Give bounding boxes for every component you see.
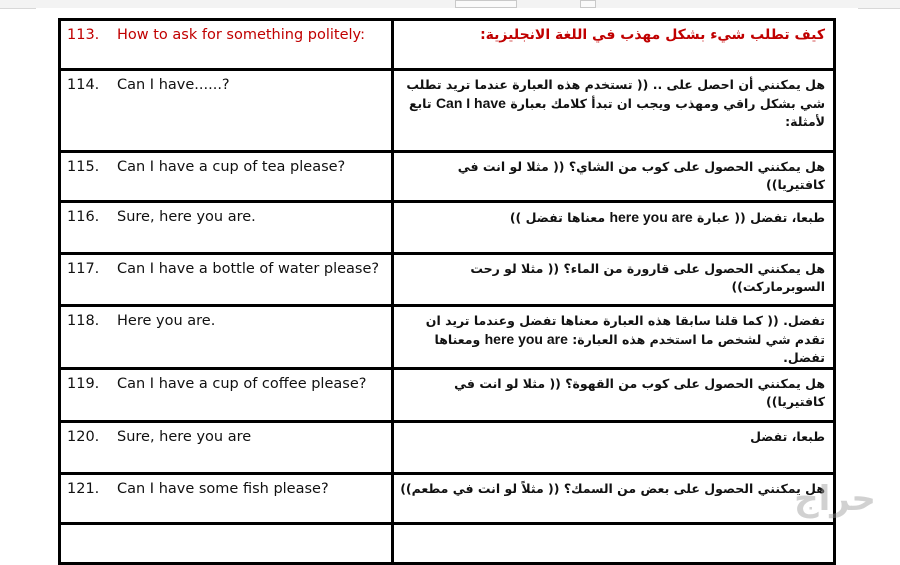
watermark-text: حراج bbox=[794, 479, 876, 519]
arabic-text: تفضل. (( كما قلنا سابقا هذه العبارة معناها تفضل وعندما تريد ان تقدم شي لشخص ما استخدم هذه العبارة: bbox=[425, 313, 825, 347]
english-phrase: Can I have a cup of coffee please? bbox=[117, 376, 367, 392]
english-cell bbox=[60, 474, 393, 524]
arabic-text: تابع لأمثلة: bbox=[408, 96, 825, 129]
arabic-text: هل يمكنني الحصول على كوب من الشاي؟ (( مثلا لو انت في كافتيريا)) bbox=[457, 159, 825, 192]
row-number: 115. bbox=[67, 159, 100, 175]
row-number: 116. bbox=[67, 209, 100, 225]
haraj-watermark-logo bbox=[775, 468, 895, 528]
english-inline: here you are bbox=[609, 209, 693, 225]
english-phrase: Can I have......? bbox=[117, 77, 230, 93]
arabic-cell bbox=[393, 70, 835, 152]
english-cell bbox=[60, 20, 393, 70]
english-inline: here you are bbox=[484, 331, 568, 347]
arabic-text: هل يمكنني أن احصل على .. (( تستخدم هذه العبارة عندما تريد تطلب شي بشكل راقي ومهذب ويجب ان تبدأ كلامك بعبارة bbox=[406, 77, 825, 111]
arabic-cell bbox=[393, 306, 835, 369]
row-number: 121. bbox=[67, 481, 100, 497]
row-number: 117. bbox=[67, 261, 100, 277]
row-number: 114. bbox=[67, 77, 100, 93]
arabic-cell bbox=[393, 369, 835, 422]
arabic-cell bbox=[393, 254, 835, 306]
arabic-cell bbox=[393, 524, 835, 564]
toolbar-field bbox=[455, 0, 517, 8]
arabic-cell bbox=[393, 474, 835, 524]
arabic-cell bbox=[393, 422, 835, 474]
document-page bbox=[36, 8, 858, 548]
row-number: 113. bbox=[67, 27, 100, 43]
english-phrase: How to ask for something politely: bbox=[117, 27, 365, 43]
table-row bbox=[60, 152, 835, 202]
english-phrase: Can I have a bottle of water please? bbox=[117, 261, 380, 277]
arabic-text: معناها تفضل )) bbox=[509, 210, 610, 225]
row-number: 120. bbox=[67, 429, 100, 445]
arabic-cell bbox=[393, 202, 835, 254]
english-phrase: Sure, here you are. bbox=[117, 209, 256, 225]
table-row bbox=[60, 202, 835, 254]
english-cell bbox=[60, 524, 393, 564]
toolbar-icon bbox=[580, 0, 596, 8]
table-row bbox=[60, 306, 835, 369]
table-row bbox=[60, 369, 835, 422]
arabic-text: هل يمكنني الحصول على قارورة من الماء؟ (( مثلا لو رحت السوبرماركت)) bbox=[470, 261, 825, 294]
arabic-text: طبعا، تفضل (( عبارة bbox=[692, 210, 825, 225]
english-cell bbox=[60, 70, 393, 152]
english-phrase: Can I have a cup of tea please? bbox=[117, 159, 346, 175]
table-row bbox=[60, 474, 835, 524]
english-inline: Can I have bbox=[435, 95, 506, 111]
table-row bbox=[60, 20, 835, 70]
arabic-cell bbox=[393, 20, 835, 70]
table-row bbox=[60, 254, 835, 306]
arabic-text: هل يمكنني الحصول على كوب من القهوة؟ (( مثلا لو انت في كافتيريا)) bbox=[454, 376, 825, 409]
english-cell bbox=[60, 306, 393, 369]
english-cell bbox=[60, 254, 393, 306]
table-row bbox=[60, 422, 835, 474]
table-row bbox=[60, 524, 835, 564]
arabic-text: طبعا، تفضل bbox=[750, 429, 825, 444]
english-cell bbox=[60, 202, 393, 254]
english-cell bbox=[60, 152, 393, 202]
english-phrase: Can I have some fish please? bbox=[117, 481, 329, 497]
phrases-table bbox=[58, 18, 836, 565]
english-phrase: Here you are. bbox=[117, 313, 216, 329]
row-number: 118. bbox=[67, 313, 100, 329]
arabic-text: كيف تطلب شيء بشكل مهذب في اللغة الانجليزية: bbox=[480, 27, 825, 43]
table-row bbox=[60, 70, 835, 152]
arabic-text: هل يمكنني الحصول على بعض من السمك؟ (( مثلاً لو انت في مطعم)) bbox=[400, 481, 825, 496]
arabic-cell bbox=[393, 152, 835, 202]
row-number: 119. bbox=[67, 376, 100, 392]
english-cell bbox=[60, 422, 393, 474]
arabic-text: ومعناها تفضل. bbox=[434, 332, 825, 365]
english-cell bbox=[60, 369, 393, 422]
english-phrase: Sure, here you are bbox=[117, 429, 252, 445]
